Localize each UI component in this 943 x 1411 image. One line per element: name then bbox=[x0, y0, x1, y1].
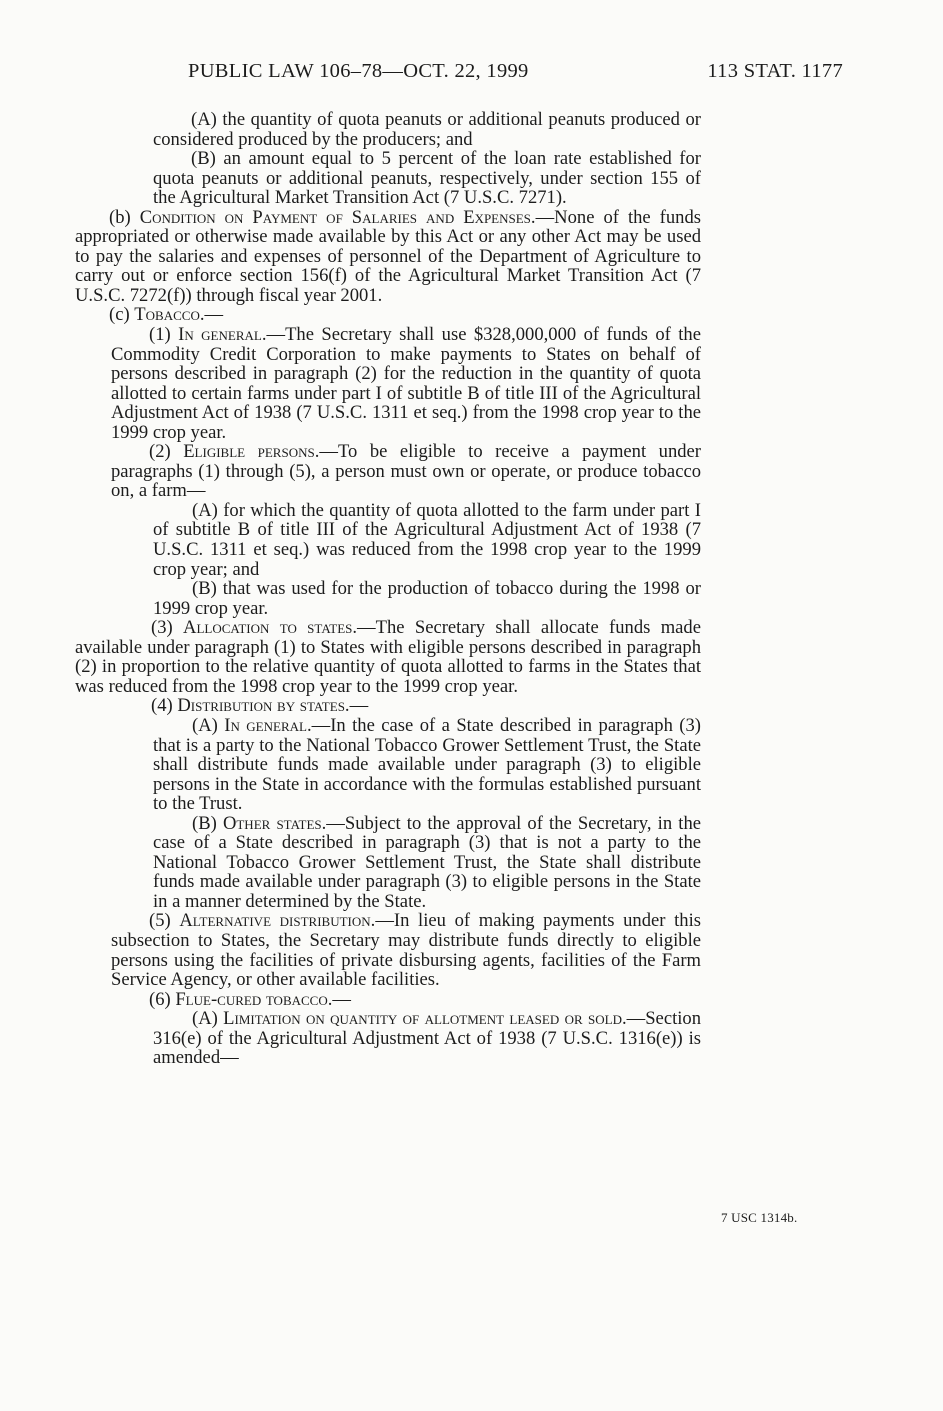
subparagraph-c-6-A: (A) Limitation on quantity of allotment leased or sold.—Section 316(e) of the Agricultural Adjustment Act of 1938 (7 U.S.C. 1316(e)) is amended— bbox=[153, 1008, 701, 1069]
subparagraph-c-4-B-heading: Other states. bbox=[222, 812, 327, 834]
subparagraph-c-4-A: (A) In general.—In the case of a State described in paragraph (3) that is a party to the National Tobacco Grower Settlement Trust, the State shall distribute funds made available under paragraph (3) to eligible persons in the State in accordance with the formulas established pursuant to the Trust. bbox=[153, 714, 701, 815]
subsection-c: (c) Tobacco.— bbox=[109, 304, 224, 326]
paragraph-c-4-heading: Distribution by states. bbox=[177, 695, 350, 717]
subparagraph-c-2-B: (B) that was used for the production of tobacco during the 1998 or 1999 crop year. bbox=[153, 578, 701, 619]
paragraph-c-2: (2) Eligible persons.—To be eligible to receive a payment under paragraphs (1) through (5), a person must own or operate, or produce tobacco on, a farm— bbox=[111, 441, 701, 502]
paragraph-c-5: (5) Alternative distribution.—In lieu of making payments under this subsection to States, the Secretary may distribute funds directly to eligible persons using the facilities of private disbursing agents, facilities of the Farm Service Agency, or other available facilities. bbox=[111, 910, 701, 991]
paragraph-c-1-heading: In general. bbox=[178, 324, 267, 346]
paragraph-c-6: (6) Flue-cured tobacco.— bbox=[149, 988, 351, 1010]
paragraph-c-6-heading: Flue-cured tobacco. bbox=[175, 988, 333, 1010]
paragraph-c-5-heading: Alternative distribution. bbox=[179, 910, 376, 932]
subsection-b: (b) Condition on Payment of Salaries and Expenses.—None of the funds appropriated or otherwise made available by this Act or any other Act may be used to pay the salaries and expenses of personnel of the Department of Agriculture to carry out or enforce section 156(f) of the Agricultural Market Transition Act (7 U.S.C. 7272(f)) through fiscal year 2001. bbox=[75, 206, 701, 306]
subparagraph-c-2-A: (A) for which the quantity of quota allotted to the farm under part I of subtitle B of title III of the Agricultural Adjustment Act of 1938 (7 U.S.C. 1311 et seq.) was reduced from the 1998 crop year to the 1999 crop year; and bbox=[153, 499, 701, 580]
paragraph-c-4: (4) Distribution by states.— bbox=[151, 695, 369, 717]
paragraph-c-1: (1) In general.—The Secretary shall use $328,000,000 of funds of the Commodity Credit Corporation to make payments to States on behalf of persons described in paragraph (2) for the reduction in the quantity of quota allotted to certain farms under part I of subtitle B of title III of the Agricultural Adjustment Act of 1938 (7 U.S.C. 1311 et seq.) from the 1998 crop year to the 1999 crop year. bbox=[111, 324, 701, 443]
header-stat-page: 113 STAT. 1177 bbox=[707, 60, 843, 82]
header-law-citation: PUBLIC LAW 106–78—OCT. 22, 1999 bbox=[188, 60, 529, 82]
paragraph-c-2-heading: Eligible persons. bbox=[183, 441, 320, 463]
subparagraph-a-A: (A) the quantity of quota peanuts or additional peanuts produced or considered produced by the producers; and bbox=[153, 109, 701, 150]
subparagraph-a-B: (B) an amount equal to 5 percent of the loan rate established for quota peanuts or additional peanuts, respectively, under section 155 of the Agricultural Market Transition Act (7 U.S.C. 7271). bbox=[153, 148, 701, 209]
margin-citation-note: 7 USC 1314b. bbox=[721, 1210, 798, 1225]
paragraph-c-3-heading: Allocation to states. bbox=[183, 617, 358, 639]
subparagraph-c-4-B: (B) Other states.—Subject to the approval of the Secretary, in the case of a State described in paragraph (3) that is not a party to the National Tobacco Grower Settlement Trust, the State shall distribute funds made available under paragraph (3) to eligible persons in the State in a manner determined by the State. bbox=[153, 812, 701, 912]
subsection-b-heading: Condition on Payment of Salaries and Expenses. bbox=[139, 206, 536, 228]
paragraph-c-3: (3) Allocation to states.—The Secretary shall allocate funds made available under paragraph (1) to States with eligible persons described in paragraph (2) in proportion to the relative quantity of quota allotted to farms in the States that was reduced from the 1998 crop year to the 1999 crop year. bbox=[75, 617, 701, 697]
subparagraph-c-4-A-heading: In general. bbox=[224, 714, 312, 736]
subparagraph-c-6-A-heading: Limitation on quantity of allotment leased or sold. bbox=[223, 1008, 627, 1030]
document-body bbox=[75, 110, 701, 1068]
subsection-c-heading: Tobacco. bbox=[134, 304, 205, 326]
